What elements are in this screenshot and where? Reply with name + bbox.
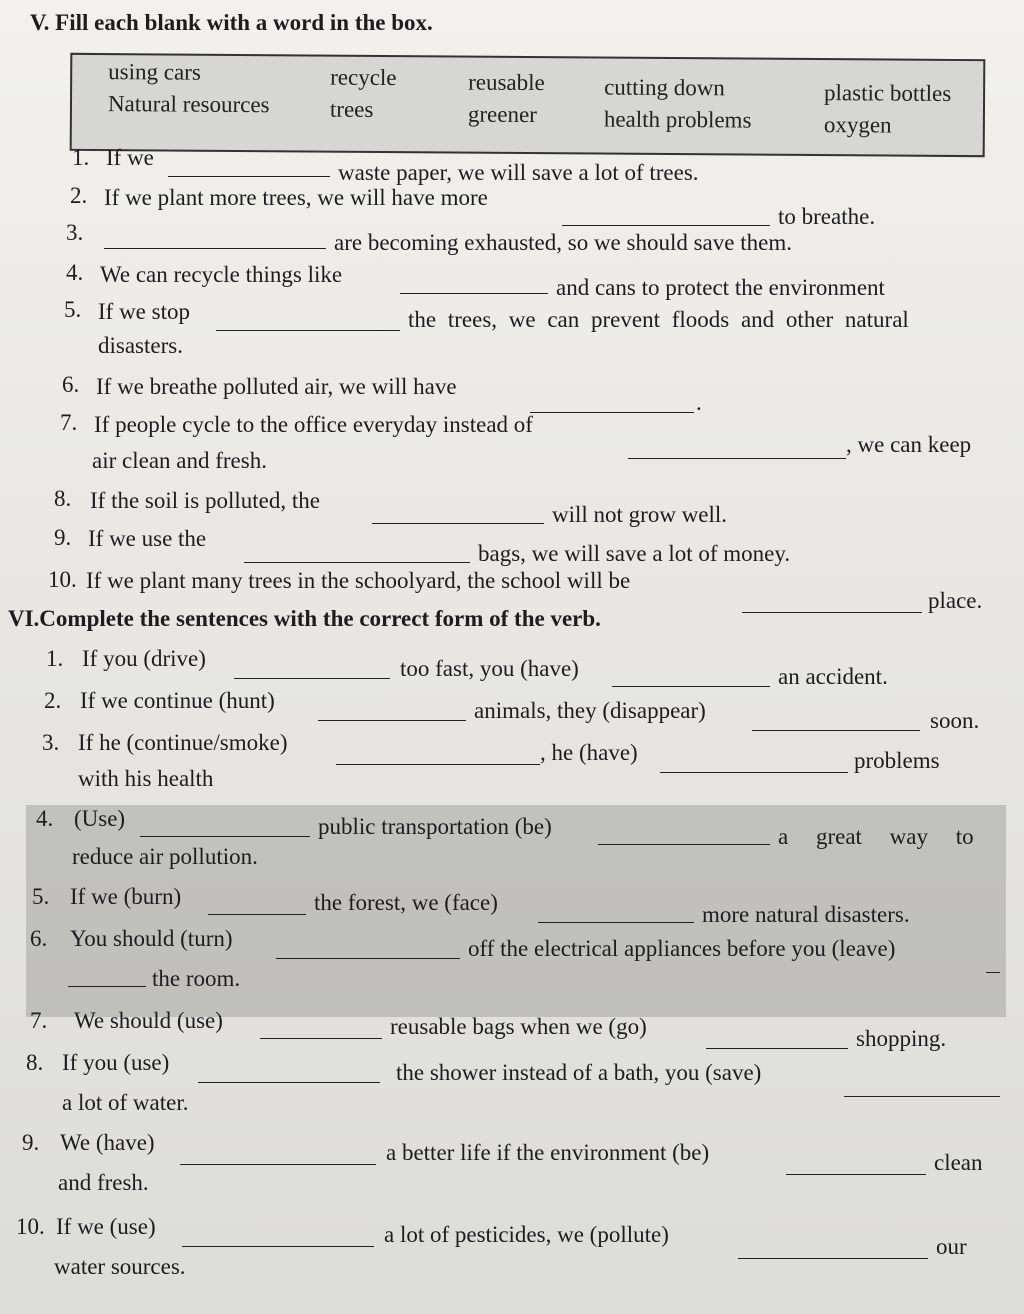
item-text: a lot of water.	[62, 1090, 189, 1115]
item-text: If we (use)	[56, 1214, 156, 1239]
word-box	[70, 53, 986, 157]
item-text: You should (turn)	[70, 926, 233, 951]
item-number: 9.	[54, 525, 72, 550]
answer-blank[interactable]	[260, 1020, 382, 1039]
answer-blank[interactable]	[612, 668, 770, 687]
item-text: the room.	[152, 966, 241, 991]
word-box-item: health problems	[603, 106, 752, 133]
item-number: 5.	[32, 884, 50, 909]
item-text: We can recycle things like	[100, 262, 343, 287]
answer-blank[interactable]	[752, 712, 920, 731]
item-text: more natural disasters.	[702, 902, 910, 927]
item-number: 9.	[22, 1130, 40, 1155]
item-text: shopping.	[856, 1026, 947, 1051]
item-text: air clean and fresh.	[92, 448, 267, 473]
item-text: We should (use)	[74, 1008, 223, 1033]
answer-blank[interactable]	[318, 702, 466, 721]
word-box-item: reusable	[468, 69, 545, 96]
item-number: 4.	[66, 260, 84, 285]
answer-blank[interactable]	[372, 505, 544, 524]
item-text: are becoming exhausted, so we should save them.	[334, 230, 792, 255]
answer-blank[interactable]	[400, 275, 548, 294]
item-number: 1.	[72, 145, 90, 170]
item-text: If you (use)	[62, 1050, 170, 1075]
item-number: 4.	[36, 806, 54, 831]
item-text: a better life if the environment (be)	[386, 1140, 710, 1165]
item-number: 6.	[30, 926, 48, 951]
item-text: disasters.	[98, 333, 183, 358]
item-text: , he (have)	[540, 740, 638, 765]
item-text: too fast, you (have)	[400, 656, 579, 681]
item-text: to breathe.	[778, 204, 876, 229]
item-text: waste paper, we will save a lot of trees.	[338, 160, 699, 185]
item-text: If the soil is polluted, the	[90, 488, 320, 513]
item-number: 10.	[16, 1214, 45, 1239]
word-box-item: plastic bottles	[824, 80, 952, 106]
item-text: a great way to	[778, 824, 974, 849]
item-text: If people cycle to the office everyday instead of	[94, 412, 533, 437]
item-text: If we stop	[98, 299, 190, 324]
item-text: a lot of pesticides, we (pollute)	[384, 1222, 669, 1247]
word-box-item: trees	[329, 96, 374, 122]
item-text: with his health	[78, 766, 214, 791]
item-text: bags, we will save a lot of money.	[478, 541, 791, 566]
item-text: will not grow well.	[552, 502, 728, 527]
answer-blank[interactable]	[562, 207, 770, 226]
item-text: the shower instead of a bath, you (save)	[396, 1060, 762, 1085]
item-text: animals, they (disappear)	[474, 698, 706, 723]
item-text: our	[936, 1234, 967, 1259]
item-text: problems	[854, 748, 940, 773]
item-number: 3.	[42, 730, 60, 755]
answer-blank[interactable]	[598, 826, 770, 845]
answer-blank[interactable]	[68, 968, 146, 987]
item-number: 2.	[44, 688, 62, 713]
item-number: 7.	[30, 1008, 48, 1033]
item-text: (Use)	[74, 806, 126, 831]
item-text: If we plant more trees, we will have more	[104, 185, 488, 210]
item-text: and fresh.	[58, 1170, 149, 1195]
item-text: water sources.	[54, 1254, 186, 1279]
answer-blank[interactable]	[986, 954, 1000, 973]
answer-blank[interactable]	[244, 544, 470, 563]
item-text: the trees, we can prevent floods and other natural	[408, 307, 909, 332]
word-box-item: oxygen	[823, 112, 892, 138]
item-text: an accident.	[778, 664, 888, 689]
answer-blank[interactable]	[706, 1030, 848, 1049]
item-number: 1.	[46, 646, 64, 671]
item-text: the forest, we (face)	[314, 890, 498, 915]
item-text: If he (continue/smoke)	[78, 730, 288, 755]
item-text: soon.	[930, 708, 980, 733]
answer-blank[interactable]	[628, 440, 846, 459]
answer-blank[interactable]	[180, 1146, 376, 1165]
answer-blank[interactable]	[742, 594, 922, 613]
answer-blank[interactable]	[234, 660, 390, 679]
item-text: public transportation (be)	[318, 814, 552, 839]
item-text: If we	[106, 145, 154, 170]
answer-blank[interactable]	[786, 1156, 926, 1175]
item-text: If we plant many trees in the schoolyard, the school will be	[86, 568, 631, 593]
answer-blank[interactable]	[140, 818, 310, 837]
word-box-item: greener	[467, 101, 537, 128]
answer-blank[interactable]	[530, 394, 694, 413]
answer-blank[interactable]	[660, 754, 848, 773]
item-number: 8.	[54, 486, 72, 511]
item-text: and cans to protect the environment	[556, 275, 885, 300]
answer-blank[interactable]	[168, 158, 330, 177]
answer-blank[interactable]	[208, 896, 306, 915]
answer-blank[interactable]	[844, 1078, 1000, 1097]
item-text: .	[696, 390, 702, 415]
item-text: If we continue (hunt)	[80, 688, 275, 713]
answer-blank[interactable]	[104, 230, 326, 249]
word-box-item: Natural resources	[107, 91, 270, 118]
item-number: 5.	[64, 297, 82, 322]
word-box-item: cutting down	[604, 74, 725, 101]
answer-blank[interactable]	[538, 904, 694, 923]
answer-blank[interactable]	[198, 1064, 380, 1083]
item-number: 2.	[70, 183, 88, 208]
item-text: We (have)	[60, 1130, 155, 1155]
answer-blank[interactable]	[738, 1240, 928, 1259]
item-text: reusable bags when we (go)	[390, 1014, 647, 1039]
word-box-item: using cars	[108, 59, 201, 85]
item-text: clean	[934, 1150, 983, 1175]
answer-blank[interactable]	[336, 746, 540, 765]
answer-blank[interactable]	[216, 312, 400, 331]
item-text: off the electrical appliances before you (leave)	[468, 936, 896, 961]
item-number: 7.	[60, 410, 78, 435]
item-text: If we breathe polluted air, we will have	[96, 374, 457, 399]
item-text: reduce air pollution.	[72, 844, 258, 869]
item-number: 10.	[48, 567, 77, 592]
word-box-item: recycle	[330, 64, 397, 91]
answer-blank[interactable]	[276, 940, 460, 959]
item-text: place.	[928, 588, 983, 613]
item-text: If you (drive)	[82, 646, 206, 671]
item-number: 8.	[26, 1050, 44, 1075]
item-number: 3.	[66, 220, 84, 245]
item-number: 6.	[62, 372, 80, 397]
item-text: If we (burn)	[70, 884, 182, 909]
answer-blank[interactable]	[182, 1228, 374, 1247]
section-6-heading: VI.Complete the sentences with the correct form of the verb.	[8, 606, 601, 631]
section-5-heading: V. Fill each blank with a word in the box.	[30, 10, 433, 35]
item-text: , we can keep	[846, 432, 972, 457]
item-text: If we use the	[88, 526, 207, 551]
